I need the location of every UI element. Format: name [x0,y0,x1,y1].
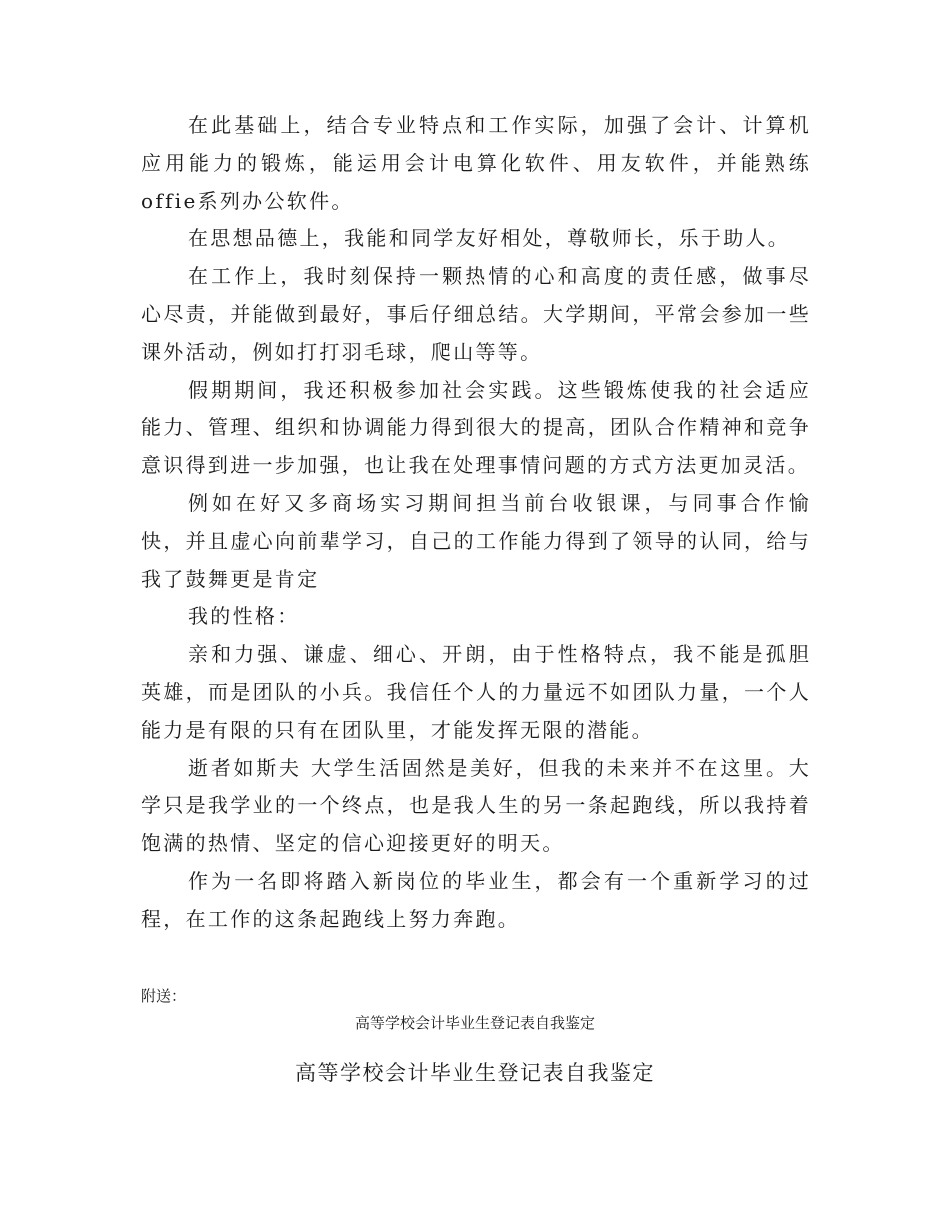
paragraph: 在工作上，我时刻保持一颗热情的心和高度的责任感，做事尽心尽责，并能做到最好，事后仔细总结。大学期间，平常会参加一些课外活动，例如打打羽毛球，爬山等等。 [141,264,811,364]
paragraph: 作为一名即将踏入新岗位的毕业生，都会有一个重新学习的过程，在工作的这条起跑线上努力奔跑。 [141,868,811,931]
appendix-title-large: 高等学校会计毕业生登记表自我鉴定 [295,1061,655,1085]
appendix-title-small: 高等学校会计毕业生登记表自我鉴定 [354,1014,595,1032]
paragraph-heading: 我的性格： [188,604,300,629]
paragraph: 例如在好又多商场实习期间担当前台收银课，与同事合作愉快，并且虚心向前辈学习，自己的工作能力得到了领导的认同，给与我了鼓舞更是肯定 [141,490,811,591]
document-body [141,107,811,939]
paragraph: 假期期间，我还积极参加社会实践。这些锻炼使我的社会适应能力、管理、组织和协调能力得到很大的提高，团队合作精神和竞争意识得到进一步加强，也让我在处理事情问题的方式方法更加灵活。 [141,377,811,478]
paragraph: 在思想品德上，我能和同学友好相处，尊敬师长，乐于助人。 [188,226,791,251]
paragraph: 在此基础上，结合专业特点和工作实际，加强了会计、计算机应用能力的锻炼，能运用会计电算化软件、用友软件，并能熟练offie系列办公软件。 [141,113,811,213]
appendix-label: 附送： [141,987,187,1005]
paragraph: 亲和力强、谦虚、细心、开朗，由于性格特点，我不能是孤胆英雄，而是团队的小兵。我信任个人的力量远不如团队力量，一个人能力是有限的只有在团队里，才能发挥无限的潜能。 [141,642,811,742]
paragraph: 逝者如斯夫 大学生活固然是美好，但我的未来并不在这里。大学只是我学业的一个终点，也是我人生的另一条起跑线，所以我持着饱满的热情、坚定的信心迎接更好的明天。 [141,755,811,856]
